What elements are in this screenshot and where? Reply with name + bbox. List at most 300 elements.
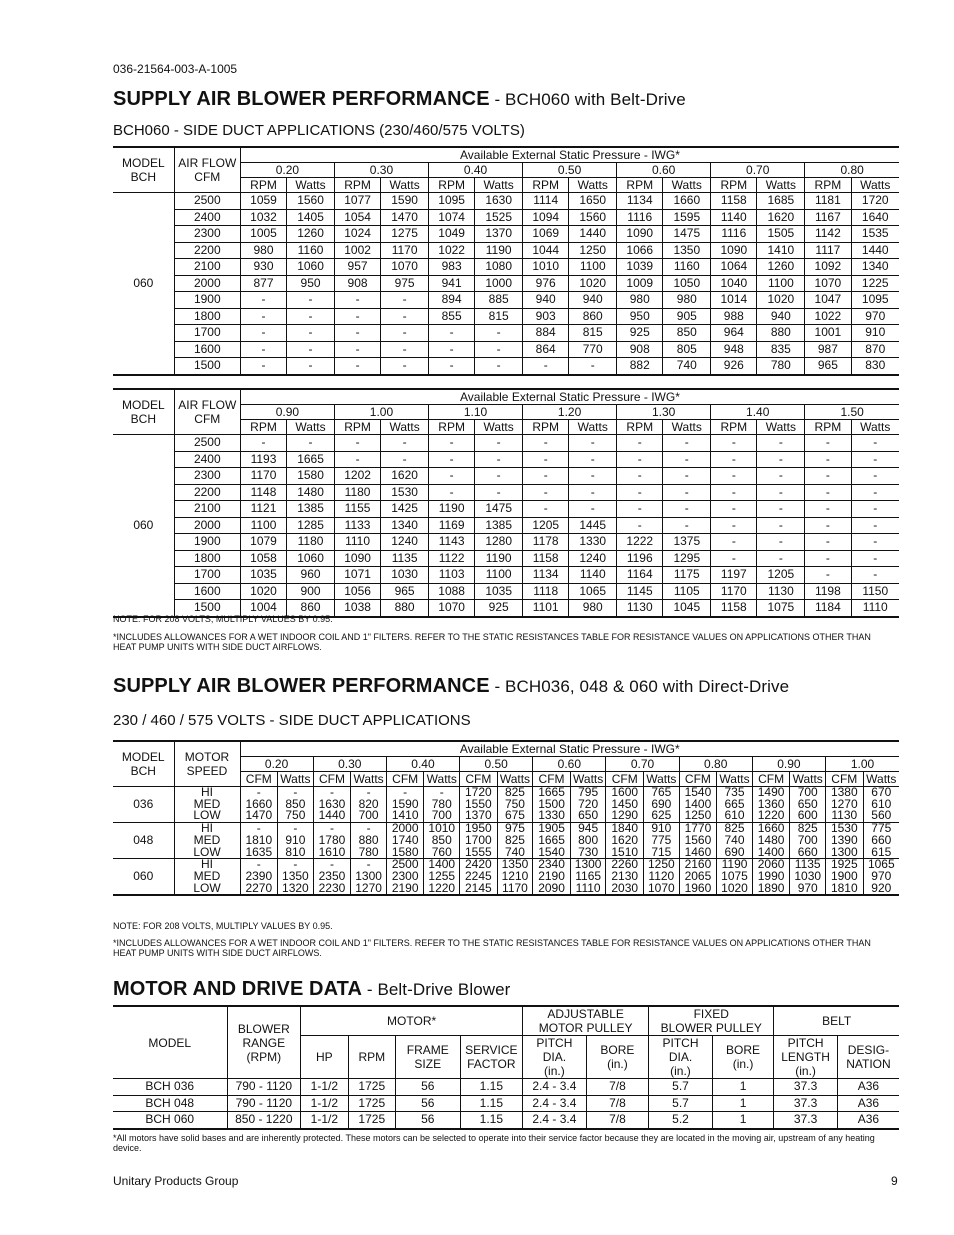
value-cell: - [240,308,286,325]
value-cell: - [429,484,475,501]
value-cell: - [663,468,711,485]
value: 970 [871,868,892,883]
value-cell: - [429,341,475,358]
value-cell: 1045 [663,600,711,617]
header-pressure: 1.20 [523,405,617,420]
cfm-cell: 1800 [174,550,240,567]
header-line: MODEL [122,398,165,412]
value-cell: 790 - 1120 [227,1079,301,1096]
header-cfm: CFM [606,772,644,787]
value: 1400 [684,796,712,811]
value: 615 [871,844,892,859]
value-cell: 1056 [334,583,380,600]
value: 1350 [282,868,309,883]
header-cfm: CFM [826,772,864,787]
value-cell: - [711,435,757,452]
value-cell: 1005 [240,226,286,243]
value-cell: 1090 [617,226,663,243]
value: 2340 [538,858,565,872]
value: 1070 [647,880,675,895]
value-cell: 1001 [805,325,851,342]
header-line: FIXED [693,1007,729,1021]
value-cell: 1133 [334,517,380,534]
value: 1350 [501,858,529,872]
value: 1530 [830,822,858,836]
value-cell [826,823,864,859]
value: - [366,858,371,872]
value-cell: 926 [711,358,757,375]
header-watts: Watts [569,420,617,435]
header-pressure: 1.00 [334,405,428,420]
value-cell: 1022 [429,242,475,259]
header-cfm: CFM [460,772,498,787]
value-cell: 1280 [475,534,523,551]
value-cell [424,787,460,823]
value-cell [606,787,644,823]
value-cell: 1470 [381,209,429,226]
value-cell: - [711,517,757,534]
value-cell: 770 [569,341,617,358]
value-cell: - [617,501,663,518]
value-cell: - [429,325,475,342]
table-row [113,292,899,309]
value-cell: 1030 [381,567,429,584]
value: - [403,786,408,799]
value: 1555 [465,844,492,859]
header-pressure: 0.30 [313,757,386,772]
note-wet-coil-2: *INCLUDES ALLOWANCES FOR A WET INDOOR COIL AND 1" FILTERS. REFER TO THE STATIC RESISTANCES TABLE FOR RESISTANCE VALUES ON APPLICATIONS OTHER THAN HEAT PUMP UNITS WITH SIDE DUCT AIRFLOWS. [113,938,871,958]
value-cell: 1205 [757,567,805,584]
value-cell: - [617,435,663,452]
value-cell: 1143 [429,534,475,551]
value-cell: 1148 [240,484,286,501]
header-cfm: CFM [386,772,424,787]
value-cell: - [851,517,899,534]
header-line: SERVICE [465,1043,518,1057]
model-cell: BCH 036 [113,1079,227,1096]
value-cell: 1595 [663,209,711,226]
value-cell: 980 [617,292,663,309]
table-row [113,468,899,485]
header-blower-range [227,1006,301,1079]
value-cell: 1059 [240,193,286,210]
value-cell: 1035 [240,567,286,584]
value-cell: 1075 [757,600,805,617]
value-cell: A36 [837,1079,899,1096]
value-cell [863,823,899,859]
value-cell: 1069 [523,226,569,243]
header-pressure: 0.70 [606,757,679,772]
header-rpm: RPM [334,178,380,193]
value-cell: 1071 [334,567,380,584]
value-cell: 1117 [805,242,851,259]
value-cell: 1020 [240,583,286,600]
header-line: HI [201,858,213,872]
value-cell: 850 [663,325,711,342]
value-cell: 1064 [711,259,757,276]
header-watts: Watts [287,420,335,435]
header-rpm: RPM [523,420,569,435]
value: 625 [651,808,672,823]
header-line: BLOWER [237,1021,290,1036]
value-cell: 1180 [334,484,380,501]
header-watts: Watts [381,178,429,193]
value-cell: - [711,534,757,551]
value-cell [570,823,606,859]
value-cell: - [523,484,569,501]
value-cell: 1140 [569,567,617,584]
header-cfm: CFM [240,772,278,787]
value-cell: - [287,292,335,309]
value-cell: 975 [381,275,429,292]
value-cell: 960 [287,567,335,584]
value: 775 [871,822,892,836]
value-cell [497,859,533,896]
value: - [293,822,298,836]
value-cell: - [663,484,711,501]
value-cell: 1101 [523,600,569,617]
table-row [113,325,899,342]
value-cell: 1158 [523,550,569,567]
value-cell: 37.3 [774,1112,838,1129]
value-cell: 740 [663,358,711,375]
value-cell: - [851,468,899,485]
value-cell: 965 [805,358,851,375]
title-subtext: - Belt-Drive Blower [362,980,511,999]
value-cell: - [475,484,523,501]
cfm-cell: 2400 [174,451,240,468]
value: 970 [797,880,818,895]
value-cell: 983 [429,259,475,276]
value-cell: - [617,517,663,534]
value-cell: - [287,341,335,358]
header-model: MODEL [113,1006,227,1079]
header-line: BORE [600,1043,635,1057]
value-cell: - [569,468,617,485]
value-cell: 1110 [334,534,380,551]
value-cell [460,823,498,859]
value-cell: - [711,451,757,468]
header-watts: Watts [757,420,805,435]
value-cell: - [429,435,475,452]
header-pressure: 0.80 [805,163,899,178]
header-model [113,741,174,787]
table-row [113,501,899,518]
header-watts: Watts [757,178,805,193]
header-model [113,147,174,193]
value-cell: 1190 [475,242,523,259]
value-cell: 1410 [757,242,805,259]
value-cell [497,823,533,859]
cfm-cell: 2000 [174,517,240,534]
value-cell: 1175 [663,567,711,584]
value-cell: 1088 [429,583,475,600]
value-cell: 1525 [475,209,523,226]
value-cell: 860 [569,308,617,325]
value-cell: - [805,435,851,452]
value-cell: 1070 [805,275,851,292]
value-cell: 965 [381,583,429,600]
value-cell: - [663,451,711,468]
value-cell: 1022 [805,308,851,325]
header-watts: Watts [424,772,460,787]
value-cell [863,787,899,823]
header-esp: Available External Static Pressure - IWG* [240,389,899,405]
value-cell: 1650 [569,193,617,210]
table-row [113,859,899,896]
table-row [113,451,899,468]
value: 1840 [611,822,639,836]
belt-drive-table-high-pressure [113,388,899,618]
value-cell: - [805,468,851,485]
cfm-cell: 2200 [174,484,240,501]
value-cell: 1475 [663,226,711,243]
value-cell: - [711,468,757,485]
value: 1300 [574,858,602,872]
value-cell: 1080 [475,259,523,276]
value: - [293,786,298,799]
value-cell: 880 [757,325,805,342]
value: 1560 [684,832,712,847]
header-line: MED [193,796,221,811]
value-cell: 1170 [240,468,286,485]
value-cell: 1385 [475,517,523,534]
value-cell [752,787,790,823]
value-cell: 1121 [240,501,286,518]
value-cell: 56 [395,1112,460,1129]
header-esp: Available External Static Pressure - IWG* [240,147,899,163]
value-cell [570,787,606,823]
value: 760 [431,844,452,859]
value-cell: 1164 [617,567,663,584]
value-cell: 37.3 [774,1095,838,1112]
value-cell: - [757,534,805,551]
table-row [113,1095,899,1112]
value: 1220 [757,808,785,823]
value-cell: - [381,341,429,358]
value-cell: - [663,517,711,534]
value-cell: 1070 [429,600,475,617]
value: 720 [578,796,599,811]
value-cell: 1240 [381,534,429,551]
value-cell: - [334,292,380,309]
value: 825 [504,832,525,847]
value-cell: - [240,435,286,452]
value-cell: 1193 [240,451,286,468]
value: 700 [358,808,379,823]
header-pressure: 0.60 [617,163,711,178]
value: 850 [431,832,452,847]
value: 750 [285,808,306,823]
value-cell [497,787,533,823]
value-cell: 1100 [569,259,617,276]
header-line: FRAME [406,1043,449,1057]
value: 700 [797,786,818,799]
header-rpm: RPM [240,178,286,193]
header-rpm: RPM [429,178,475,193]
value: 1665 [538,786,565,799]
value: 1740 [391,832,419,847]
value-cell: - [757,451,805,468]
value-cell: 56 [395,1095,460,1112]
value-cell: 1158 [711,600,757,617]
value-cell: 1725 [348,1079,395,1096]
value: 2065 [684,868,712,883]
cfm-cell: 2400 [174,209,240,226]
value: 2300 [391,868,419,883]
table-row [113,517,899,534]
table-row [113,550,899,567]
value-cell: - [381,308,429,325]
value: 1660 [245,796,273,811]
value-cell: 1184 [805,600,851,617]
value: 825 [724,822,745,836]
header-cfm: CFM [533,772,571,787]
value: 1250 [647,858,675,872]
value-cell: - [240,325,286,342]
value-cell: 1.15 [460,1095,523,1112]
value-cell: 970 [851,308,899,325]
value: - [366,822,371,836]
value-cell: 976 [523,275,569,292]
belt-drive-table-low-pressure [113,146,899,376]
cfm-cell: 1700 [174,567,240,584]
header-line: MODEL [122,156,165,170]
value-cell: - [334,325,380,342]
value-cell: 1145 [617,583,663,600]
header-line: MODEL [121,750,165,764]
value-cell: 1560 [287,193,335,210]
header-adjustable-pulley [523,1006,649,1036]
value-cell: - [429,468,475,485]
header-pressure: 0.90 [752,757,825,772]
section-title-direct-drive [113,675,789,698]
header-frame-size [395,1036,460,1079]
header-line: HI [201,822,213,836]
header-pressure: 0.70 [711,163,805,178]
value: 1170 [502,880,528,895]
value-cell [717,823,753,859]
value-cell: 1178 [523,534,569,551]
value-cell: 1009 [617,275,663,292]
value-cell: - [757,435,805,452]
value: 1290 [611,808,639,823]
value-cell: - [805,567,851,584]
value: 1610 [318,844,346,859]
value: 920 [871,880,892,895]
value: 1925 [830,858,858,872]
value-cell: 1445 [569,517,617,534]
value-cell: 1160 [287,242,335,259]
value-cell: 1205 [523,517,569,534]
value-cell: - [569,358,617,375]
value-cell: 1095 [429,193,475,210]
value-cell [752,823,790,859]
value-cell: 860 [287,600,335,617]
value-cell: 1160 [663,259,711,276]
header-rpm: RPM [617,178,663,193]
value-cell: 7/8 [586,1079,649,1096]
value: 2260 [611,858,639,872]
value: 1320 [282,880,309,895]
value-cell: 1-1/2 [301,1095,348,1112]
model-cell: 048 [113,823,174,859]
value: 1210 [501,868,529,883]
value-cell: 925 [617,325,663,342]
value: 1440 [318,808,346,823]
value: 1590 [391,796,419,811]
value: 850 [285,796,306,811]
value: 910 [285,832,306,847]
header-line: LOW [193,844,221,859]
value: 1700 [465,832,492,847]
header-rpm: RPM [334,420,380,435]
header-watts: Watts [351,772,387,787]
header-rpm: RPM [711,178,757,193]
value-cell: 1725 [348,1095,395,1112]
header-line: AIR FLOW [178,398,237,412]
header-line: MOTOR PULLEY [538,1021,633,1035]
header-pressure: 1.40 [711,405,805,420]
header-line: (in.) [607,1057,628,1071]
value-cell [644,859,680,896]
value-cell: - [851,567,899,584]
header-watts: Watts [475,420,523,435]
value-cell: 1620 [757,209,805,226]
value-cell: 1 [712,1079,774,1096]
value-cell: - [805,550,851,567]
cfm-cell: 2300 [174,468,240,485]
value-cell: 5.7 [649,1095,713,1112]
value: 2500 [391,858,419,872]
value-cell: 1275 [381,226,429,243]
value-cell: 1032 [240,209,286,226]
value: 1380 [830,786,858,799]
value-cell: 1020 [569,275,617,292]
value-cell: - [757,550,805,567]
value-cell: - [805,534,851,551]
value-cell: - [805,517,851,534]
value-cell: - [523,358,569,375]
table-row [113,259,899,276]
value-cell: 1094 [523,209,569,226]
value: 665 [724,796,745,811]
value-cell: 1074 [429,209,475,226]
value: 2160 [684,858,712,872]
header-pressure: 1.30 [617,405,711,420]
header-watts: Watts [278,772,314,787]
value-cell [790,859,826,896]
value: 1905 [538,822,565,836]
header-bore [712,1036,774,1079]
value-cell [533,787,571,823]
table-row [113,1079,899,1096]
title-text: SUPPLY AIR BLOWER PERFORMANCE [113,675,490,697]
model-cell: 060 [113,193,174,375]
value-cell: 1070 [381,259,429,276]
value: 1410 [391,808,419,823]
value: - [329,858,334,872]
header-pitch-dia [523,1036,587,1079]
value-cell: 1405 [287,209,335,226]
value-cell: 1103 [429,567,475,584]
speed-cell [174,787,240,823]
value-cell: 870 [851,341,899,358]
value: 700 [797,832,818,847]
value: 1135 [794,858,821,872]
value-cell: 1020 [757,292,805,309]
value: 2420 [465,858,492,872]
